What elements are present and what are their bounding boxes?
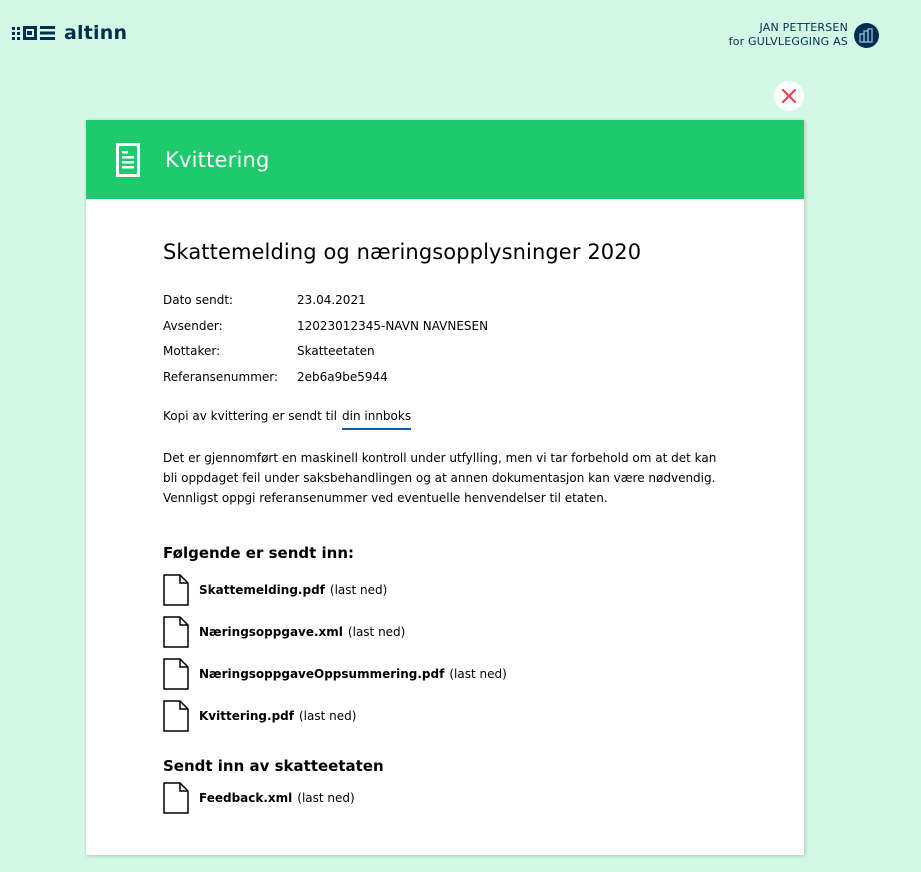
download-link[interactable]: (last ned) — [298, 709, 357, 723]
info-row-recipient — [163, 344, 744, 370]
info-label: Mottaker: — [163, 344, 221, 358]
user-name: JAN PETTERSEN — [759, 21, 848, 34]
copy-notice — [163, 409, 744, 430]
received-files-heading: Sendt inn av skatteetaten — [163, 757, 384, 775]
info-value: 23.04.2021 — [297, 293, 366, 307]
info-value: 2eb6a9be5944 — [297, 369, 388, 384]
file-item — [163, 653, 744, 695]
close-icon — [782, 89, 796, 103]
info-row-date — [163, 293, 744, 319]
info-label: Avsender: — [163, 318, 223, 333]
file-name[interactable]: Næringsoppgave.xml — [199, 625, 343, 639]
modal-header-title: Kvittering — [165, 147, 270, 172]
download-link[interactable]: (last ned) — [449, 667, 507, 681]
info-value: 12023012345-NAVN NAVNESEN — [297, 318, 489, 333]
copy-text: Kopi av kvittering er sendt til — [163, 409, 338, 423]
modal-header — [86, 120, 804, 199]
received-files-list — [163, 777, 744, 819]
receipt-icon — [116, 143, 140, 177]
info-label: Referansenummer: — [163, 369, 279, 384]
download-link[interactable]: (last ned) — [347, 625, 406, 639]
page-title: Skattemelding og næringsopplysninger 2020 — [163, 240, 642, 264]
file-item — [163, 611, 744, 653]
file-item — [163, 777, 744, 819]
modal-content — [163, 240, 744, 819]
info-value: Skatteetaten — [297, 344, 375, 358]
info-row-sender — [163, 319, 744, 345]
download-link[interactable]: (last ned) — [297, 791, 355, 805]
sent-files-list — [163, 569, 744, 737]
file-name[interactable]: Feedback.xml — [199, 791, 293, 805]
info-row-reference — [163, 370, 744, 396]
file-icon — [163, 658, 189, 690]
avatar[interactable] — [854, 23, 879, 48]
file-item — [163, 569, 744, 611]
disclaimer-paragraph: Det er gjennomført en maskinell kontroll under utfylling, men vi tar forbehold om at det kan bli oppdaget feil under saksbehandlingen og at annen dokumentasjon kan være nødvendig. Vennligst oppgi referansenummer ved eventuelle henvendelser til etaten. — [163, 451, 717, 505]
file-name[interactable]: Skattemelding.pdf — [199, 583, 325, 597]
file-icon — [163, 782, 189, 814]
logo-text: altinn — [64, 22, 128, 44]
profile-text — [729, 21, 848, 49]
altinn-logo[interactable] — [12, 22, 127, 44]
receipt-modal — [86, 120, 804, 855]
file-icon — [163, 616, 189, 648]
file-icon — [163, 574, 189, 606]
file-icon — [163, 700, 189, 732]
sent-files-heading: Følgende er sendt inn: — [163, 544, 355, 562]
file-item — [163, 695, 744, 737]
altinn-logo-icon — [12, 26, 56, 40]
close-button[interactable] — [774, 81, 804, 111]
inbox-link[interactable]: din innboks — [342, 409, 411, 430]
receipt-info — [163, 293, 744, 395]
building-icon — [859, 28, 874, 43]
download-link[interactable]: (last ned) — [329, 583, 388, 597]
info-label: Dato sendt: — [163, 293, 234, 307]
file-name[interactable]: Kvittering.pdf — [199, 709, 294, 723]
org-name: for GULVLEGGING AS — [728, 35, 848, 48]
file-name[interactable]: NæringsoppgaveOppsummering.pdf — [199, 667, 445, 681]
profile-menu[interactable] — [729, 21, 879, 49]
